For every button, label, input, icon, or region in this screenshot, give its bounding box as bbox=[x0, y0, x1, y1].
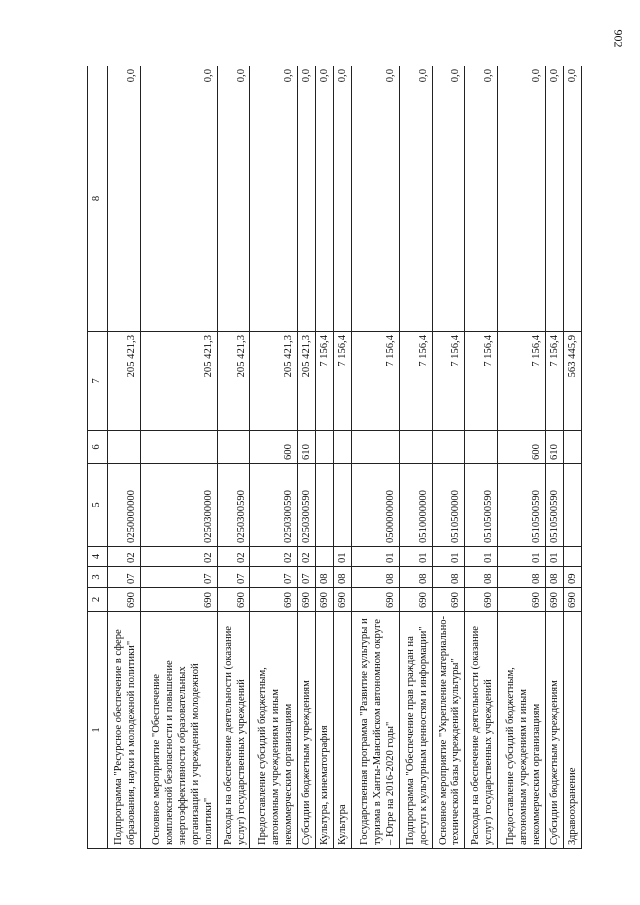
cell-subsection: 01 bbox=[465, 547, 498, 567]
table-row bbox=[498, 66, 546, 849]
cell-amount: 7 156,4 bbox=[545, 332, 563, 431]
cell-amount: 563 445,9 bbox=[563, 332, 581, 431]
cell-section: 08 bbox=[352, 567, 400, 588]
cell-expense-type bbox=[432, 431, 465, 464]
cell-amount: 7 156,4 bbox=[465, 332, 498, 431]
table-row bbox=[297, 66, 315, 849]
table-row bbox=[316, 66, 334, 849]
table-row bbox=[217, 66, 250, 849]
cell-amount: 205 421,3 bbox=[297, 332, 315, 431]
cell-amount-2: 0,0 bbox=[108, 66, 141, 332]
cell-amount-2: 0,0 bbox=[352, 66, 400, 332]
cell-expense-type: 600 bbox=[250, 431, 298, 464]
cell-adm-code: 690 bbox=[250, 588, 298, 612]
cell-expense-type bbox=[465, 431, 498, 464]
cell-expense-type bbox=[334, 431, 352, 464]
cell-amount-2: 0,0 bbox=[465, 66, 498, 332]
cell-target-article bbox=[334, 464, 352, 547]
cell-amount: 7 156,4 bbox=[399, 332, 432, 431]
row-name: Расходы на обеспечение деятельности (оказание услуг) государственных учреждений bbox=[217, 612, 250, 849]
table-row bbox=[563, 66, 581, 849]
cell-amount: 7 156,4 bbox=[352, 332, 400, 431]
cell-subsection: 01 bbox=[432, 547, 465, 567]
cell-subsection: 02 bbox=[217, 547, 250, 567]
cell-amount-2: 0,0 bbox=[399, 66, 432, 332]
cell-subsection bbox=[563, 547, 581, 567]
cell-section: 07 bbox=[217, 567, 250, 588]
cell-amount-2: 0,0 bbox=[563, 66, 581, 332]
cell-subsection: 01 bbox=[334, 547, 352, 567]
cell-amount: 205 421,3 bbox=[217, 332, 250, 431]
cell-section: 08 bbox=[545, 567, 563, 588]
cell-subsection bbox=[316, 547, 334, 567]
cell-amount: 7 156,4 bbox=[432, 332, 465, 431]
cell-amount: 205 421,3 bbox=[250, 332, 298, 431]
cell-section: 08 bbox=[334, 567, 352, 588]
column-header: 1 bbox=[88, 612, 108, 849]
cell-adm-code: 690 bbox=[108, 588, 141, 612]
cell-amount-2: 0,0 bbox=[545, 66, 563, 332]
row-name: Культура bbox=[334, 612, 352, 849]
cell-section: 07 bbox=[140, 567, 217, 588]
cell-target-article: 0250300000 bbox=[140, 464, 217, 547]
cell-adm-code: 690 bbox=[140, 588, 217, 612]
cell-target-article: 0510000000 bbox=[399, 464, 432, 547]
table-row bbox=[352, 66, 400, 849]
cell-target-article: 0250000000 bbox=[108, 464, 141, 547]
cell-adm-code: 690 bbox=[217, 588, 250, 612]
rotated-layer bbox=[87, 66, 582, 849]
cell-adm-code: 690 bbox=[399, 588, 432, 612]
cell-target-article: 0250300590 bbox=[217, 464, 250, 547]
column-header: 6 bbox=[88, 431, 108, 464]
page-number-text: 902 bbox=[611, 29, 626, 47]
cell-section: 07 bbox=[250, 567, 298, 588]
cell-expense-type bbox=[399, 431, 432, 464]
cell-expense-type bbox=[217, 431, 250, 464]
cell-subsection: 01 bbox=[498, 547, 546, 567]
cell-adm-code: 690 bbox=[432, 588, 465, 612]
cell-target-article: 0510500590 bbox=[465, 464, 498, 547]
cell-subsection: 02 bbox=[140, 547, 217, 567]
cell-subsection: 01 bbox=[545, 547, 563, 567]
cell-amount: 205 421,3 bbox=[140, 332, 217, 431]
budget-table-frame bbox=[87, 66, 582, 849]
cell-amount-2: 0,0 bbox=[297, 66, 315, 332]
cell-adm-code: 690 bbox=[334, 588, 352, 612]
table-row bbox=[140, 66, 217, 849]
page-number bbox=[608, 18, 628, 58]
cell-target-article: 0250300590 bbox=[297, 464, 315, 547]
cell-section: 08 bbox=[465, 567, 498, 588]
cell-expense-type: 610 bbox=[545, 431, 563, 464]
column-header: 3 bbox=[88, 567, 108, 588]
row-name: Здравоохранение bbox=[563, 612, 581, 849]
cell-section: 09 bbox=[563, 567, 581, 588]
cell-amount-2: 0,0 bbox=[498, 66, 546, 332]
row-name: Подпрограмма "Ресурсное обеспечение в сфере образования, науки и молодежной политики" bbox=[108, 612, 141, 849]
column-header: 5 bbox=[88, 464, 108, 547]
cell-expense-type bbox=[140, 431, 217, 464]
cell-adm-code: 690 bbox=[563, 588, 581, 612]
table-row bbox=[250, 66, 298, 849]
table-row bbox=[545, 66, 563, 849]
cell-target-article bbox=[563, 464, 581, 547]
cell-subsection: 01 bbox=[399, 547, 432, 567]
row-name: Предоставление субсидий бюджетным, автономным учреждениям и иным некоммерческим организациям bbox=[498, 612, 546, 849]
cell-subsection: 01 bbox=[352, 547, 400, 567]
cell-section: 08 bbox=[316, 567, 334, 588]
row-name: Субсидии бюджетным учреждениям bbox=[297, 612, 315, 849]
cell-amount-2: 0,0 bbox=[334, 66, 352, 332]
cell-amount-2: 0,0 bbox=[432, 66, 465, 332]
cell-section: 07 bbox=[297, 567, 315, 588]
cell-subsection: 02 bbox=[108, 547, 141, 567]
cell-amount-2: 0,0 bbox=[316, 66, 334, 332]
cell-subsection: 02 bbox=[297, 547, 315, 567]
cell-expense-type: 610 bbox=[297, 431, 315, 464]
header-row bbox=[88, 66, 108, 849]
row-name: Основное мероприятие "Обеспечение комплексной безопасности и повышение энергоэффективности образовательных организаций и учреждений молодежной политики" bbox=[140, 612, 217, 849]
cell-expense-type bbox=[563, 431, 581, 464]
table-row bbox=[432, 66, 465, 849]
row-name: Подпрограмма "Обеспечение прав граждан на доступ к культурным ценностям и информации" bbox=[399, 612, 432, 849]
cell-section: 08 bbox=[432, 567, 465, 588]
cell-expense-type bbox=[352, 431, 400, 464]
cell-adm-code: 690 bbox=[545, 588, 563, 612]
cell-amount: 7 156,4 bbox=[334, 332, 352, 431]
cell-adm-code: 690 bbox=[316, 588, 334, 612]
row-name: Субсидии бюджетным учреждениям bbox=[545, 612, 563, 849]
column-header: 2 bbox=[88, 588, 108, 612]
cell-adm-code: 690 bbox=[352, 588, 400, 612]
column-header: 8 bbox=[88, 66, 108, 332]
cell-target-article: 0500000000 bbox=[352, 464, 400, 547]
cell-amount-2: 0,0 bbox=[140, 66, 217, 332]
cell-expense-type: 600 bbox=[498, 431, 546, 464]
cell-target-article: 0510500590 bbox=[545, 464, 563, 547]
cell-section: 08 bbox=[498, 567, 546, 588]
cell-amount: 7 156,4 bbox=[316, 332, 334, 431]
cell-section: 07 bbox=[108, 567, 141, 588]
cell-target-article: 0510500590 bbox=[498, 464, 546, 547]
cell-target-article bbox=[316, 464, 334, 547]
row-name: Основное мероприятие "Укрепление материально-технической базы учреждений культуры" bbox=[432, 612, 465, 849]
cell-amount: 7 156,4 bbox=[498, 332, 546, 431]
table-row bbox=[108, 66, 141, 849]
column-header: 7 bbox=[88, 332, 108, 431]
table-row bbox=[465, 66, 498, 849]
cell-target-article: 0510500000 bbox=[432, 464, 465, 547]
cell-target-article: 0250300590 bbox=[250, 464, 298, 547]
cell-expense-type bbox=[316, 431, 334, 464]
row-name: Предоставление субсидий бюджетным, автономным учреждениям и иным некоммерческим организациям bbox=[250, 612, 298, 849]
cell-adm-code: 690 bbox=[498, 588, 546, 612]
row-name: Культура, кинематография bbox=[316, 612, 334, 849]
cell-amount-2: 0,0 bbox=[217, 66, 250, 332]
table-row bbox=[399, 66, 432, 849]
cell-expense-type bbox=[108, 431, 141, 464]
budget-table bbox=[87, 66, 582, 849]
table-row bbox=[334, 66, 352, 849]
cell-adm-code: 690 bbox=[465, 588, 498, 612]
cell-adm-code: 690 bbox=[297, 588, 315, 612]
cell-amount: 205 421,3 bbox=[108, 332, 141, 431]
row-name: Расходы на обеспечение деятельности (оказание услуг) государственных учреждений bbox=[465, 612, 498, 849]
cell-section: 08 bbox=[399, 567, 432, 588]
row-name: Государственная программа "Развитие культуры и туризма в Ханты-Мансийском автономном округе – Югре на 2016-2020 годы" bbox=[352, 612, 400, 849]
column-header: 4 bbox=[88, 547, 108, 567]
cell-subsection: 02 bbox=[250, 547, 298, 567]
cell-amount-2: 0,0 bbox=[250, 66, 298, 332]
